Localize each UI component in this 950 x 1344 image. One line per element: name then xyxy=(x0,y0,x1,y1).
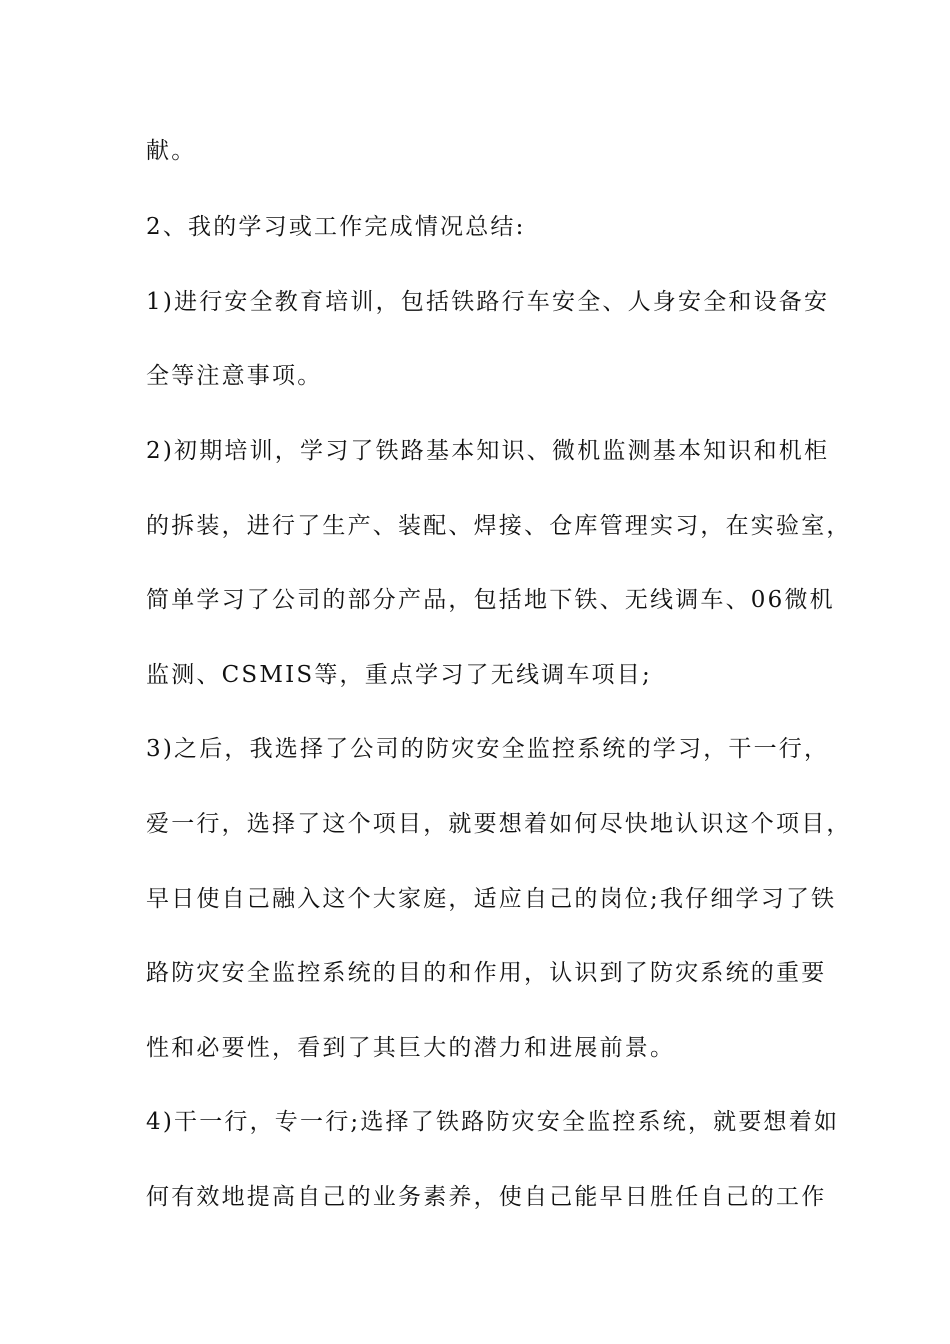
text-line: 4)干一行，专一行;选择了铁路防灾安全监控系统，就要想着如 xyxy=(146,1109,840,1135)
text-line: 路防灾安全监控系统的目的和作用，认识到了防灾系统的重要 xyxy=(146,960,827,986)
text-line: 全等注意事项。 xyxy=(146,363,323,389)
text-line: 监测、CSMIS等，重点学习了无线调车项目; xyxy=(146,662,652,688)
text-line: 2)初期培训，学习了铁路基本知识、微机监测基本知识和机柜 xyxy=(146,438,830,464)
text-line: 爱一行，选择了这个项目，就要想着如何尽快地认识这个项目， xyxy=(146,811,852,837)
section-heading: 2、我的学习或工作完成情况总结: xyxy=(146,214,526,240)
text-line: 1)进行安全教育培训，包括铁路行车安全、人身安全和设备安 xyxy=(146,289,830,315)
text-line: 3)之后，我选择了公司的防灾安全监控系统的学习，干一行， xyxy=(146,736,830,762)
text-line: 献。 xyxy=(146,138,197,164)
text-line: 的拆装，进行了生产、装配、焊接、仓库管理实习，在实验室， xyxy=(146,513,852,539)
text-line: 何有效地提高自己的业务素养，使自己能早日胜任自己的工作 xyxy=(146,1184,827,1210)
text-line: 性和必要性，看到了其巨大的潜力和进展前景。 xyxy=(146,1035,676,1061)
text-line: 早日使自己融入这个大家庭，适应自己的岗位;我仔细学习了铁 xyxy=(146,886,837,912)
text-line: 简单学习了公司的部分产品，包括地下铁、无线调车、06微机 xyxy=(146,587,835,613)
